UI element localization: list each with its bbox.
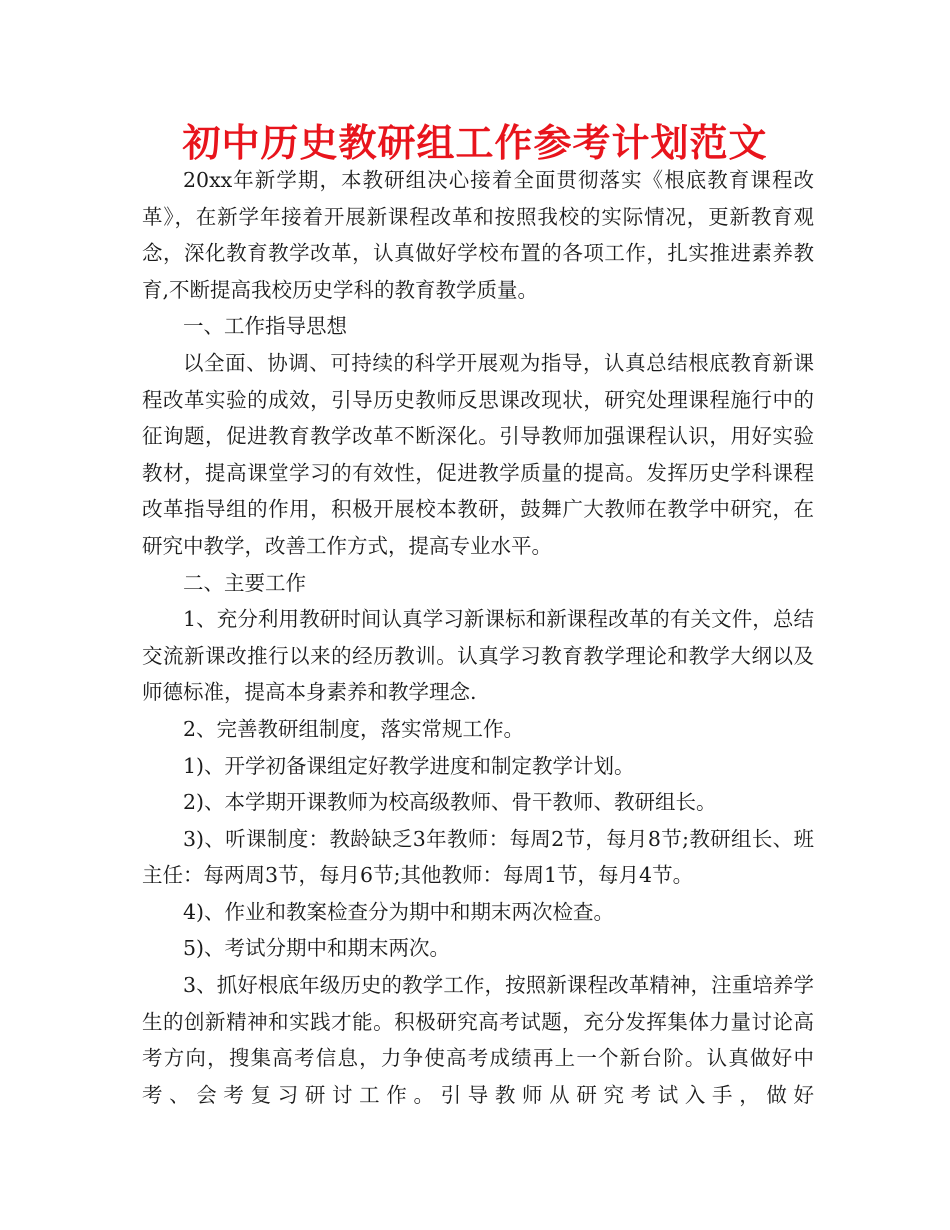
work-item-2-paragraph: 2、完善教研组制度，落实常规工作。 bbox=[183, 716, 525, 741]
section-heading-main-work: 二、主要工作 bbox=[183, 570, 306, 595]
guiding-thought-paragraph: 以全面、协调、可持续的科学开展观为指导，认真总结根底教育新课程改革实验的成效，引导历史教师反思课改现状，研究处理课程施行中的征询题，促进教育教学改革不断深化。引导教师加强课程认识，用好实验教材，提高课堂学习的有效性，促进教学质量的提高。发挥历史学科课程改革指导组的作用，积极开展校本教研，鼓舞广大教师在教学中研究，在研究中教学，改善工作方式，提高专业水平。 bbox=[142, 350, 814, 558]
sub-item-4-paragraph: 4)、作业和教案检查分为期中和期末两次检查。 bbox=[183, 899, 615, 924]
sub-item-5-paragraph: 5)、考试分期中和期末两次。 bbox=[183, 936, 451, 961]
sub-item-1-paragraph: 1)、开学初备课组定好教学进度和制定教学计划。 bbox=[183, 753, 635, 778]
intro-paragraph: 20xx年新学期，本教研组决心接着全面贯彻落实《根底教育课程改革》，在新学年接着开展新课程改革和按照我校的实际情况，更新教育观念，深化教育教学改革，认真做好学校布置的各项工作，扎实推进素养教育,不断提高我校历史学科的教育教学质量。 bbox=[142, 168, 814, 302]
section-heading-guiding-thought: 一、工作指导思想 bbox=[183, 314, 347, 339]
sub-item-3-paragraph: 3)、听课制度：教龄缺乏3年教师：每周2节，每月8节;教研组长、班主任：每两周3节，每月6节;其他教师：每周1节，每月4节。 bbox=[142, 826, 814, 888]
document-body bbox=[142, 162, 814, 1113]
work-item-3-paragraph: 3、抓好根底年级历史的教学工作，按照新课程改革精神，注重培养学生的创新精神和实践才能。积极研究高考试题，充分发挥集体力量讨论高考方向，搜集高考信息，力争使高考成绩再上一个新台阶。认真做好中考、会考复习研讨工作。引导教师从研究考试入手，做好 bbox=[142, 973, 814, 1107]
document-title: 初中历史教研组工作参考计划范文 bbox=[182, 121, 768, 165]
work-item-1-paragraph: 1、充分利用教研时间认真学习新课标和新课程改革的有关文件，总结交流新课改推行以来的经历教训。认真学习教育教学理论和教学大纲以及师德标准，提高本身素养和教学理念. bbox=[142, 607, 814, 705]
sub-item-2-paragraph: 2)、本学期开课教师为校高级教师、骨干教师、教研组长。 bbox=[183, 790, 717, 815]
